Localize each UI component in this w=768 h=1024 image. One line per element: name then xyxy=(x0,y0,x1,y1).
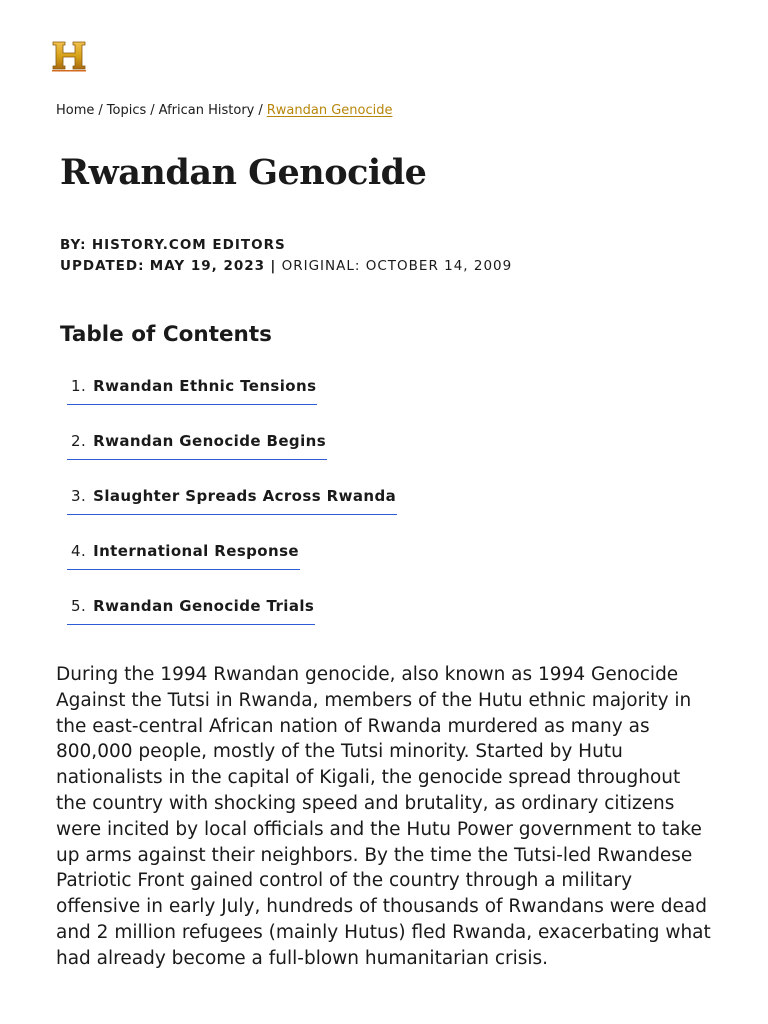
page-title: Rwandan Genocide xyxy=(60,152,427,193)
toc-item-2[interactable] xyxy=(67,432,327,460)
byline xyxy=(60,235,512,277)
by-label: BY: xyxy=(60,237,87,253)
toc-item-label: International Response xyxy=(93,542,299,560)
breadcrumb-home[interactable]: Home xyxy=(56,103,95,118)
breadcrumb-separator: / xyxy=(258,103,263,118)
toc-item-number: 5. xyxy=(71,597,87,615)
toc-item-label: Slaughter Spreads Across Rwanda xyxy=(93,487,397,505)
breadcrumb xyxy=(56,103,392,118)
original-date: OCTOBER 14, 2009 xyxy=(365,258,513,274)
breadcrumb-african-history[interactable]: African History xyxy=(158,103,255,118)
toc-item-number: 2. xyxy=(71,432,87,450)
history-h-logo-icon xyxy=(52,40,86,72)
toc-title: Table of Contents xyxy=(60,322,272,347)
date-line xyxy=(60,256,512,277)
breadcrumb-separator: / xyxy=(98,103,103,118)
breadcrumb-current[interactable]: Rwandan Genocide xyxy=(266,103,393,118)
author-line xyxy=(60,235,512,256)
date-divider: | xyxy=(270,258,277,274)
toc-item-5[interactable] xyxy=(67,597,315,625)
toc-item-label: Rwandan Ethnic Tensions xyxy=(93,377,317,395)
toc-item-label: Rwandan Genocide Trials xyxy=(93,597,315,615)
original-label: ORIGINAL: xyxy=(281,258,361,274)
toc-item-number: 4. xyxy=(71,542,87,560)
toc-item-number: 1. xyxy=(71,377,87,395)
toc-item-1[interactable] xyxy=(67,377,317,405)
updated-date: MAY 19, 2023 xyxy=(149,258,266,274)
author-name[interactable]: HISTORY.COM EDITORS xyxy=(91,237,286,253)
updated-label: UPDATED: xyxy=(60,258,145,274)
toc-item-label: Rwandan Genocide Begins xyxy=(93,432,327,450)
history-logo[interactable] xyxy=(52,40,86,72)
breadcrumb-separator: / xyxy=(150,103,155,118)
intro-paragraph: During the 1994 Rwandan genocide, also known as 1994 Genocide Against the Tutsi in Rwanda, members of the Hutu ethnic majority in the east-central African nation of Rwanda murdered as many as 800,000 people, mostly of the Tutsi minority. Started by Hutu nationalists in the capital of Kigali, the genocide spread throughout the country with shocking speed and brutality, as ordinary citizens were incited by local officials and the Hutu Power government to take up arms against their neighbors. By the time the Tutsi-led Rwandese Patriotic Front gained control of the country through a military offensive in early July, hundreds of thousands of Rwandans were dead and 2 million refugees (mainly Hutus) fled Rwanda, exacerbating what had already become a full-blown humanitarian crisis. xyxy=(56,664,711,969)
toc-item-number: 3. xyxy=(71,487,87,505)
toc-item-3[interactable] xyxy=(67,487,397,515)
breadcrumb-topics[interactable]: Topics xyxy=(106,103,147,118)
toc-item-4[interactable] xyxy=(67,542,300,570)
